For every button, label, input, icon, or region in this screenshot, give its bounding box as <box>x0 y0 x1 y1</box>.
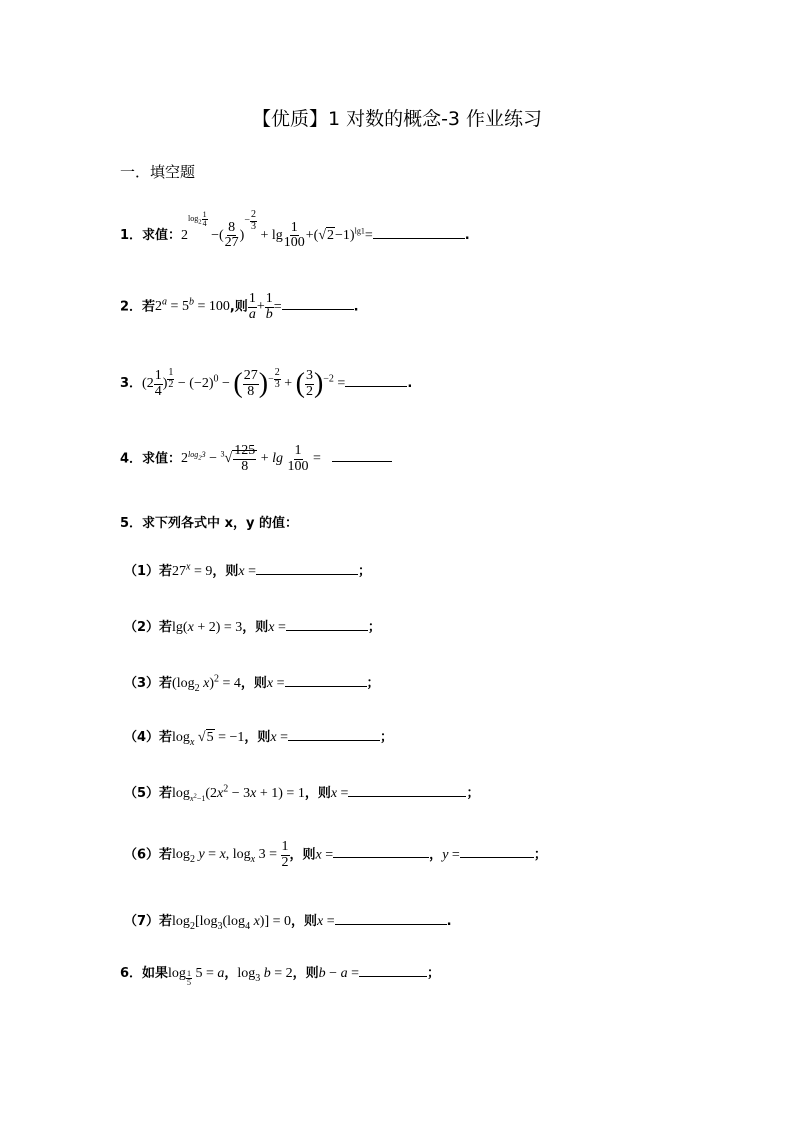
answer-blank[interactable] <box>332 449 392 462</box>
math-expression: $2^{log_23} - ^3√$ $\frac{125}{8}$ + lg $\frac{1}{100}$ = <box>181 443 321 474</box>
answer-blank[interactable] <box>460 845 534 858</box>
math-expression: $\log_2 y = x$, $\log_x 3$ = $\frac{1}{2}$ <box>172 839 289 870</box>
problem-6: 6．如果log $_{\frac{1}{5}}$ 5 = a，$\log_3 b = 2$，则b − a = ； <box>120 966 440 988</box>
math-expression: lg(x + 2) = 3 <box>172 620 243 635</box>
math-expression: $\log_{x^2-1}(2x^2 - 3x + 1) = 1$ <box>172 783 305 803</box>
problem-5-4: （4）若$\log_x √5 = -1$，则x = ； <box>124 730 394 748</box>
answer-blank[interactable] <box>282 297 354 310</box>
problem-label: 2．若 <box>120 299 156 315</box>
answer-blank[interactable] <box>345 374 407 387</box>
math-expression: $\frac{1}{a}$ + $\frac{1}{b}$ <box>248 291 273 322</box>
math-expression: $\log_x √5 = -1$ <box>172 730 245 748</box>
math-expression: $2^a = 5^b = 100$ <box>155 296 230 315</box>
math-expression: $\log_3 b = 2$ <box>237 966 293 984</box>
answer-blank[interactable] <box>288 728 380 741</box>
problem-5-7: （7）若$\log_2[\log_3(\log_4$ x)] = 0，则x = . <box>124 914 452 932</box>
page-title: 【优质】1 对数的概念-3 作业练习 <box>251 108 543 130</box>
problem-5-1: （1）若$27^x = 9$，则x = ； <box>124 561 372 579</box>
problem-label: 6．如果 <box>120 966 169 981</box>
math-expression: ($\log_2$ x)$^2$ = 4 <box>172 673 241 694</box>
section-heading: 一．填空题 <box>120 163 196 181</box>
problem-5-2: （2）若lg(x + 2) = 3，则x = ； <box>124 620 381 635</box>
problem-5-3: （3）若($\log_2$ x)$^2$ = 4，则x = ； <box>124 673 380 694</box>
answer-blank[interactable] <box>373 226 465 239</box>
math-expression: (2 $\frac{1}{4}$ ) $^{\frac{1}{2}}$ − $(-2)^0$ − ( $\frac{27}{8}$ )$^{- \frac{2}{3}}$ + ( $\frac{3}{2}$ )$^{-2}$ = <box>142 367 346 399</box>
answer-blank[interactable] <box>348 784 466 797</box>
problem-5-5: （5）若$\log_{x^2-1}(2x^2 - 3x + 1) = 1$，则x = ； <box>124 783 480 803</box>
answer-blank[interactable] <box>333 845 429 858</box>
answer-blank[interactable] <box>256 562 358 575</box>
math-expression: $27^x = 9$ <box>172 561 213 579</box>
answer-blank[interactable] <box>286 618 368 631</box>
problem-3: 3．(2 $\frac{1}{4}$ ) $^{\frac{1}{2}}$ − $(-2)^0$ − ( $\frac{27}{8}$ )$^{- \frac{2}{3}}$ + ( $\frac{3}{2}$ )$^{-2}$ = . <box>120 367 413 399</box>
math-expression: $\log_2[\log_3(\log_4$ x)] = 0 <box>172 914 292 932</box>
problem-2: 2．若$2^a = 5^b = 100$,则 $\frac{1}{a}$ + $\frac{1}{b}$ = . <box>120 291 359 322</box>
problem-5: 5．求下列各式中 x，y 的值： <box>120 516 298 531</box>
problem-label: 3． <box>120 376 143 392</box>
problem-5-6: （6）若$\log_2 y = x$, $\log_x 3$ = $\frac{1}{2}$ ，则x = ，y = ； <box>124 839 547 870</box>
answer-blank[interactable] <box>335 912 447 925</box>
problem-1: 1．求值：$2^{log_2 \frac{1}{4}}$ −( $\frac{8}{27}$ )$^{- \frac{2}{3}}$ + lg $\frac{1}{100}$ $+(√2-1)^{lg1}=$ . <box>120 209 470 251</box>
problem-4 <box>120 444 392 474</box>
problem-label: 4．求值： <box>120 451 182 467</box>
math-expression: log $_{\frac{1}{5}}$ 5 = a <box>168 966 225 988</box>
math-expression: $2^{log_2 \frac{1}{4}}$ −( $\frac{8}{27}$ )$^{- \frac{2}{3}}$ + lg $\frac{1}{100}$ $+(√2-1)^{lg1}$ <box>181 209 365 251</box>
problem-label: 1．求值： <box>120 227 182 243</box>
answer-blank[interactable] <box>359 964 427 977</box>
answer-blank[interactable] <box>285 674 367 687</box>
